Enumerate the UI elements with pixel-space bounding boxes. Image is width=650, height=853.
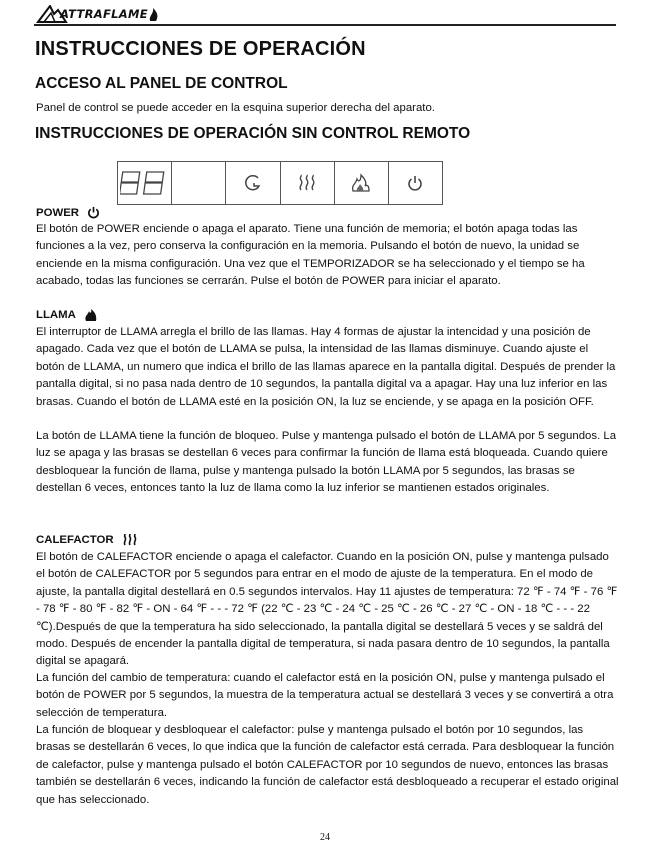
power-button[interactable] — [388, 162, 442, 204]
timer-button[interactable] — [225, 162, 279, 204]
flame-icon — [84, 308, 98, 322]
flame-swoosh-icon — [148, 6, 160, 22]
heat-button[interactable] — [280, 162, 334, 204]
heat-icon — [122, 533, 138, 546]
flame-text-2: La botón de LLAMA tiene la función de bloqueo. Pulse y mantenga pulsado el botón de LLAMA por 5 segundos. La luz se apaga y las brasas se destellan 6 veces para confirmar la función de llama está bloqueada. Cuando quiere desbloquear la función de llama, pulse y mantenga pulsado la botón LLAMA por 5 segundos, las brasas se destellan 6 veces, entonces tanto la luz de llama como la luz inferior se mantienen estados originales. — [36, 430, 617, 495]
display-digits — [120, 170, 170, 196]
power-subheading — [36, 206, 100, 219]
blank-cell — [171, 162, 225, 204]
brand-logo — [36, 5, 160, 23]
heat-icon — [297, 174, 317, 192]
no-remote-heading: INSTRUCCIONES DE OPERACIÓN SIN CONTROL REMOTO — [35, 125, 471, 142]
heater-subheading — [36, 533, 138, 546]
flame-icon — [350, 173, 372, 193]
timer-icon — [244, 174, 262, 192]
page-number: 24 — [320, 832, 330, 843]
control-panel-diagram — [117, 161, 443, 205]
flame-subheading — [36, 308, 98, 322]
heater-text-1: El botón de CALEFACTOR enciende o apaga el calefactor. Cuando en la posición ON, pulse y mantenga pulsado el botón de CALEFACTOR por 5 segundos para entrar en el modo de ajuste de la temperatura. En el modo de ajuste, la pantalla digital destellará en 0.5 segundos intervalos. Hay 11 ajustes de temperatura: 72 ℉ - 74 ℉ - 76 ℉ - 78 ℉ - 80 ℉ - 82 ℉ - ON - 64 ℉ - - - 72 ℉ (22 ℃ - 23 ℃ - 24 ℃ - 25 ℃ - 26 ℃ - 27 ℃ - ON - 18 ℃ - - - 22 ℃).Después de que la temperatura ha sido seleccionado, la pantalla digital se destellará 5 veces y se saldrá del modo. Después de encender la pantalla digital de temperatura, si nada pasara dentro de 10 segundos, la pantalla digital se apagará. — [36, 551, 618, 668]
power-icon — [87, 206, 100, 219]
digital-display — [118, 162, 171, 204]
flame-text-1: El interruptor de LLAMA arregla el brillo de las llamas. Hay 4 formas de ajustar la intencidad y una posición de apagado. Cada vez que el botón de LLAMA se pulsa, la intensidad de las llamas disminuye. Cuando ajuste el botón de LLAMA, un numero que indica el brillo de las llamas aparece en la pantalla digital. Después de prender la pantalla digital, si no pasa nada dentro de 10 segundos, la pantalla digital va a apagar. Hay una luz inferior en las brasas. Cuando el botón de LLAMA esté en la posición ON, la luz se enciende, y se apaga en la posición OFF. — [36, 326, 616, 408]
page-title: INSTRUCCIONES DE OPERACIÓN — [35, 38, 366, 60]
flame-label: LLAMA — [36, 309, 76, 321]
heater-text-2: La función del cambio de temperatura: cuando el calefactor está en la posición ON, pulse y mantenga pulsado el botón de POWER por 5 segundos, la muestra de la temperatura actual se destellará 3 veces y se convertirá a otra selección de temperatura. — [36, 672, 614, 719]
heater-label: CALEFACTOR — [36, 533, 114, 546]
access-heading: ACCESO AL PANEL DE CONTROL — [35, 75, 288, 92]
access-text: Panel de control se puede acceder en la esquina superior derecha del aparato. — [36, 102, 435, 114]
power-text: El botón de POWER enciende o apaga el aparato. Tiene una función de memoria; el botón apaga todas las funciones a la vez, pero conserva la configuración en la memoria. Pulsando el botón de nuevo, la unidad se enciende en la misma configuración. Una vez que el TEMPORIZADOR se ha seleccionado y el tiempo se ha acabado, todas las funciones se cerrarán. Pulse el botón de POWER para iniciar el aparato. — [36, 223, 585, 288]
flame-button[interactable] — [334, 162, 388, 204]
logo-text: ATTRAFLAME — [60, 7, 148, 21]
power-icon — [406, 174, 424, 192]
header-rule — [34, 24, 616, 26]
heater-text-3: La función de bloquear y desbloquear el calefactor: pulse y mantenga pulsado el botón por 10 segundos, las brasas se destellarán 6 veces, lo que indica que la función de calefactor está cerrada. Para desbloquear la función de calefactor, pulse y mantenga pulsado el botón CALEFACTOR por 10 segundos de nuevo, entonces las brasas también se destellarán 6 veces, indicando la función de calefactor está desbloqueado a recuperar el estado original que has seleccionado. — [36, 724, 619, 806]
power-label: POWER — [36, 206, 80, 219]
